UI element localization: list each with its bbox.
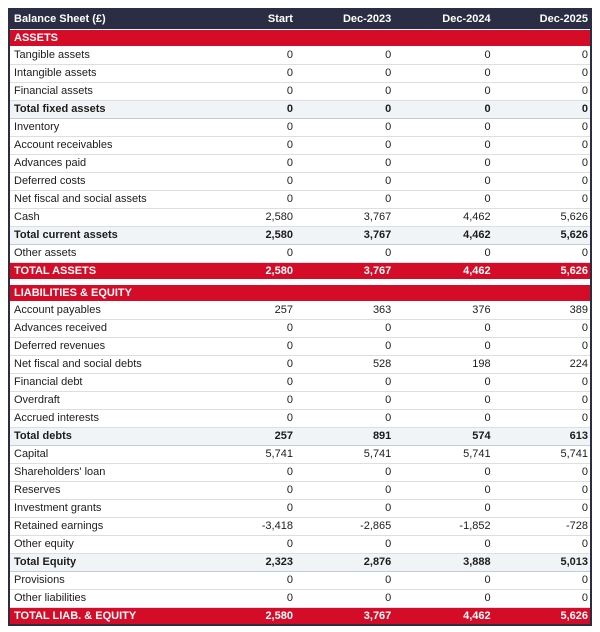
- cell-value: 0: [395, 320, 494, 338]
- cell-value: 0: [495, 410, 591, 428]
- total-value: 4,462: [395, 263, 494, 280]
- cell-value: 0: [297, 155, 395, 173]
- row-label: Net fiscal and social assets: [9, 191, 199, 209]
- cell-value: 5,741: [199, 446, 297, 464]
- cell-value: 0: [297, 374, 395, 392]
- table-row: [9, 245, 591, 263]
- cell-value: 0: [199, 500, 297, 518]
- cell-value: 0: [395, 536, 494, 554]
- total-value: 3,767: [297, 263, 395, 280]
- section-title: LIABILITIES & EQUITY: [9, 285, 591, 302]
- cell-value: 0: [297, 536, 395, 554]
- cell-value: 0: [297, 572, 395, 590]
- cell-value: 5,741: [495, 446, 591, 464]
- cell-value: 0: [495, 500, 591, 518]
- cell-value: 0: [297, 320, 395, 338]
- row-label: Cash: [9, 209, 199, 227]
- cell-value: 0: [495, 65, 591, 83]
- table-row: [9, 374, 591, 392]
- row-label: Total debts: [9, 428, 199, 446]
- table-row: [9, 338, 591, 356]
- cell-value: 0: [495, 173, 591, 191]
- column-header-start: Start: [199, 9, 297, 30]
- row-label: Capital: [9, 446, 199, 464]
- cell-value: 0: [199, 101, 297, 119]
- cell-value: 613: [495, 428, 591, 446]
- cell-value: 0: [297, 173, 395, 191]
- cell-value: 389: [495, 302, 591, 320]
- column-header-dec-2025: Dec-2025: [495, 9, 591, 30]
- table-row: [9, 392, 591, 410]
- row-label: Total Equity: [9, 554, 199, 572]
- column-header-dec-2024: Dec-2024: [395, 9, 494, 30]
- cell-value: -728: [495, 518, 591, 536]
- row-label: Retained earnings: [9, 518, 199, 536]
- cell-value: 198: [395, 356, 494, 374]
- cell-value: 0: [199, 83, 297, 101]
- row-label: Account payables: [9, 302, 199, 320]
- cell-value: -1,852: [395, 518, 494, 536]
- cell-value: 0: [395, 155, 494, 173]
- cell-value: 0: [495, 590, 591, 608]
- cell-value: 0: [395, 500, 494, 518]
- row-label: Accrued interests: [9, 410, 199, 428]
- total-value: 5,626: [495, 263, 591, 280]
- cell-value: 0: [297, 338, 395, 356]
- cell-value: 0: [495, 245, 591, 263]
- cell-value: 5,626: [495, 209, 591, 227]
- cell-value: 2,876: [297, 554, 395, 572]
- cell-value: 0: [495, 392, 591, 410]
- cell-value: 0: [297, 101, 395, 119]
- cell-value: 0: [395, 374, 494, 392]
- cell-value: 0: [297, 191, 395, 209]
- table-row: [9, 227, 591, 245]
- cell-value: 0: [199, 374, 297, 392]
- cell-value: 0: [495, 47, 591, 65]
- row-label: Overdraft: [9, 392, 199, 410]
- table-row: [9, 47, 591, 65]
- row-label: Advances received: [9, 320, 199, 338]
- cell-value: 0: [297, 464, 395, 482]
- row-label: Financial assets: [9, 83, 199, 101]
- cell-value: 363: [297, 302, 395, 320]
- cell-value: 2,580: [199, 227, 297, 245]
- cell-value: 574: [395, 428, 494, 446]
- table-header-row: [9, 9, 591, 30]
- cell-value: 0: [395, 464, 494, 482]
- cell-value: 0: [495, 374, 591, 392]
- table-row: [9, 518, 591, 536]
- cell-value: 891: [297, 428, 395, 446]
- cell-value: 0: [395, 137, 494, 155]
- section-total-row: [9, 608, 591, 626]
- cell-value: 0: [495, 572, 591, 590]
- table-row: [9, 83, 591, 101]
- cell-value: 0: [395, 392, 494, 410]
- table-row: [9, 65, 591, 83]
- cell-value: 0: [395, 590, 494, 608]
- cell-value: 4,462: [395, 209, 494, 227]
- section-total-row: [9, 263, 591, 280]
- section-header-row: [9, 285, 591, 302]
- cell-value: 0: [395, 173, 494, 191]
- cell-value: 0: [199, 464, 297, 482]
- cell-value: 0: [199, 65, 297, 83]
- row-label: Other liabilities: [9, 590, 199, 608]
- cell-value: 0: [297, 137, 395, 155]
- cell-value: 5,013: [495, 554, 591, 572]
- table-body: [9, 30, 591, 626]
- cell-value: 0: [395, 482, 494, 500]
- row-label: Deferred costs: [9, 173, 199, 191]
- cell-value: 0: [495, 320, 591, 338]
- table-row: [9, 101, 591, 119]
- cell-value: 0: [297, 482, 395, 500]
- cell-value: 0: [495, 536, 591, 554]
- table-row: [9, 356, 591, 374]
- cell-value: 257: [199, 302, 297, 320]
- cell-value: 3,767: [297, 209, 395, 227]
- cell-value: 0: [297, 392, 395, 410]
- cell-value: 0: [395, 47, 494, 65]
- row-label: Net fiscal and social debts: [9, 356, 199, 374]
- cell-value: 0: [199, 338, 297, 356]
- cell-value: 0: [199, 590, 297, 608]
- cell-value: 0: [199, 410, 297, 428]
- cell-value: 0: [495, 155, 591, 173]
- row-label: Other equity: [9, 536, 199, 554]
- table-row: [9, 155, 591, 173]
- cell-value: 0: [395, 65, 494, 83]
- cell-value: 0: [495, 101, 591, 119]
- total-label: TOTAL LIAB. & EQUITY: [9, 608, 199, 626]
- total-value: 5,626: [495, 608, 591, 626]
- cell-value: 0: [495, 482, 591, 500]
- row-label: Tangible assets: [9, 47, 199, 65]
- cell-value: 0: [199, 155, 297, 173]
- cell-value: 3,888: [395, 554, 494, 572]
- table-row: [9, 410, 591, 428]
- table-row: [9, 572, 591, 590]
- cell-value: 0: [395, 83, 494, 101]
- section-header-row: [9, 30, 591, 47]
- cell-value: 0: [297, 500, 395, 518]
- cell-value: 0: [495, 464, 591, 482]
- cell-value: 0: [199, 392, 297, 410]
- row-label: Financial debt: [9, 374, 199, 392]
- total-value: 3,767: [297, 608, 395, 626]
- row-label: Other assets: [9, 245, 199, 263]
- row-label: Total fixed assets: [9, 101, 199, 119]
- table-row: [9, 464, 591, 482]
- table-row: [9, 482, 591, 500]
- total-label: TOTAL ASSETS: [9, 263, 199, 280]
- row-label: Shareholders' loan: [9, 464, 199, 482]
- cell-value: 0: [199, 572, 297, 590]
- cell-value: 0: [395, 191, 494, 209]
- cell-value: 0: [495, 338, 591, 356]
- cell-value: 0: [199, 356, 297, 374]
- cell-value: 2,580: [199, 209, 297, 227]
- cell-value: 2,323: [199, 554, 297, 572]
- column-header-dec-2023: Dec-2023: [297, 9, 395, 30]
- cell-value: 0: [395, 119, 494, 137]
- cell-value: 5,741: [297, 446, 395, 464]
- total-value: 2,580: [199, 608, 297, 626]
- cell-value: 0: [199, 137, 297, 155]
- row-label: Deferred revenues: [9, 338, 199, 356]
- table-row: [9, 536, 591, 554]
- cell-value: 0: [395, 572, 494, 590]
- cell-value: 0: [495, 191, 591, 209]
- table-row: [9, 119, 591, 137]
- cell-value: 5,741: [395, 446, 494, 464]
- cell-value: 4,462: [395, 227, 494, 245]
- table-title: Balance Sheet (£): [9, 9, 199, 30]
- cell-value: 257: [199, 428, 297, 446]
- cell-value: 0: [495, 119, 591, 137]
- row-label: Inventory: [9, 119, 199, 137]
- cell-value: 0: [297, 590, 395, 608]
- table-row: [9, 446, 591, 464]
- cell-value: 0: [199, 536, 297, 554]
- section-title: ASSETS: [9, 30, 591, 47]
- cell-value: 0: [297, 119, 395, 137]
- row-label: Account receivables: [9, 137, 199, 155]
- cell-value: 224: [495, 356, 591, 374]
- table-row: [9, 428, 591, 446]
- cell-value: 0: [395, 101, 494, 119]
- cell-value: 0: [495, 137, 591, 155]
- cell-value: 0: [297, 65, 395, 83]
- row-label: Advances paid: [9, 155, 199, 173]
- table-row: [9, 173, 591, 191]
- cell-value: 5,626: [495, 227, 591, 245]
- cell-value: 0: [199, 47, 297, 65]
- row-label: Provisions: [9, 572, 199, 590]
- table-row: [9, 320, 591, 338]
- cell-value: 0: [297, 83, 395, 101]
- total-value: 2,580: [199, 263, 297, 280]
- cell-value: 0: [199, 191, 297, 209]
- cell-value: 0: [199, 320, 297, 338]
- balance-sheet: [8, 8, 592, 626]
- row-label: Intangible assets: [9, 65, 199, 83]
- table-row: [9, 209, 591, 227]
- cell-value: 0: [395, 410, 494, 428]
- cell-value: 0: [199, 119, 297, 137]
- cell-value: -3,418: [199, 518, 297, 536]
- row-label: Reserves: [9, 482, 199, 500]
- cell-value: 0: [199, 173, 297, 191]
- table-row: [9, 590, 591, 608]
- row-label: Total current assets: [9, 227, 199, 245]
- table-row: [9, 191, 591, 209]
- row-label: Investment grants: [9, 500, 199, 518]
- cell-value: 0: [297, 245, 395, 263]
- cell-value: 0: [395, 338, 494, 356]
- cell-value: 0: [395, 245, 494, 263]
- table-row: [9, 500, 591, 518]
- cell-value: 0: [297, 47, 395, 65]
- cell-value: 0: [495, 83, 591, 101]
- total-value: 4,462: [395, 608, 494, 626]
- balance-sheet-table: [8, 8, 592, 626]
- table-row: [9, 554, 591, 572]
- cell-value: 0: [199, 482, 297, 500]
- table-row: [9, 302, 591, 320]
- cell-value: 528: [297, 356, 395, 374]
- cell-value: 376: [395, 302, 494, 320]
- cell-value: -2,865: [297, 518, 395, 536]
- cell-value: 0: [297, 410, 395, 428]
- cell-value: 3,767: [297, 227, 395, 245]
- cell-value: 0: [199, 245, 297, 263]
- table-row: [9, 137, 591, 155]
